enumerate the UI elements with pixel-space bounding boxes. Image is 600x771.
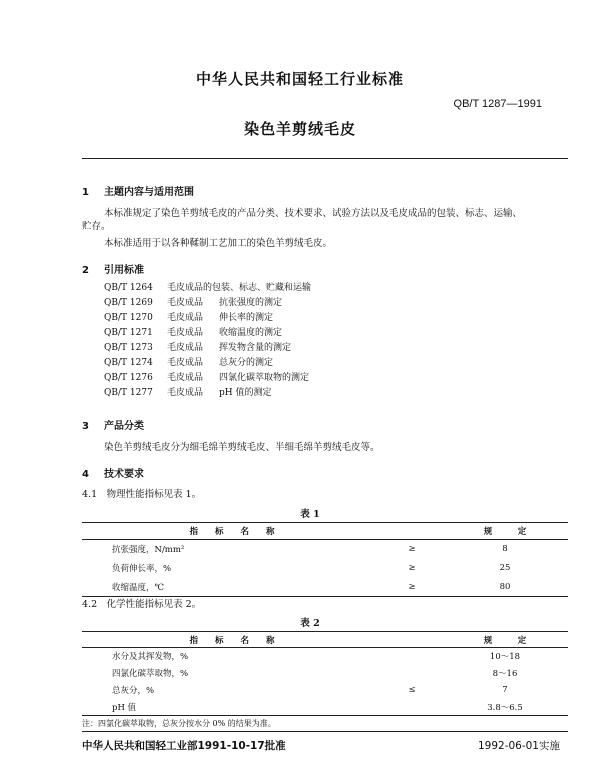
reference-code: QB/T 1269 bbox=[104, 298, 153, 308]
table-row bbox=[82, 682, 568, 699]
row-value: 80 bbox=[499, 581, 511, 592]
reference-item bbox=[104, 356, 564, 371]
subsection-4-1: 4.1 物理性能指标见表 1。 bbox=[82, 489, 202, 500]
reference-item bbox=[104, 326, 564, 341]
row-operator: ≥ bbox=[408, 544, 416, 555]
reference-category: 毛皮成品 bbox=[167, 388, 204, 398]
table-header-name: 指 标 名 称 bbox=[82, 523, 382, 540]
table-row bbox=[82, 699, 568, 716]
reference-title: 挥发物含量的测定 bbox=[219, 343, 292, 353]
row-value: 25 bbox=[499, 563, 511, 573]
table-row bbox=[82, 540, 568, 559]
row-value: 8～16 bbox=[492, 669, 518, 679]
row-value: 8 bbox=[502, 544, 508, 555]
row-value: 10～18 bbox=[489, 652, 521, 663]
section-3-para: 染色羊剪绒毛皮分为细毛绵羊剪绒毛皮、半细毛绵羊剪绒毛皮等。 bbox=[104, 442, 380, 453]
section-number: 2 bbox=[82, 265, 89, 276]
reference-category: 毛皮成品 bbox=[167, 373, 204, 383]
section-1-heading bbox=[82, 183, 194, 198]
row-name: 四氯化碳萃取物，% bbox=[112, 669, 189, 679]
row-operator: ≤ bbox=[408, 685, 416, 695]
table-row bbox=[82, 559, 568, 578]
row-name: pH 值 bbox=[112, 702, 137, 713]
standard-code: QB/T 1287—1991 bbox=[453, 98, 542, 110]
table-row bbox=[82, 648, 568, 665]
approval-line: 中华人民共和国轻工业部1991-10-17批准 bbox=[82, 740, 286, 752]
reference-code: QB/T 1274 bbox=[104, 358, 153, 368]
section-1-para-2: 本标准适用于以各种鞣制工艺加工的染色羊剪绒毛皮。 bbox=[104, 238, 333, 249]
section-number: 4 bbox=[82, 469, 89, 480]
reference-category: 毛皮成品的包装、标志、贮藏和运输 bbox=[167, 283, 312, 293]
section-number: 1 bbox=[82, 187, 89, 198]
section-title: 引用标准 bbox=[104, 265, 144, 276]
reference-list bbox=[104, 281, 564, 401]
row-name: 水分及其挥发物，% bbox=[112, 652, 189, 663]
reference-code: QB/T 1264 bbox=[104, 283, 153, 293]
table-row bbox=[82, 665, 568, 682]
table-row bbox=[82, 578, 568, 597]
row-operator: ≥ bbox=[408, 563, 416, 573]
reference-category: 毛皮成品 bbox=[167, 298, 204, 308]
reference-category: 毛皮成品 bbox=[167, 343, 204, 353]
table-1-caption: 表 1 bbox=[300, 509, 320, 520]
section-4-heading bbox=[82, 465, 144, 480]
reference-item bbox=[104, 311, 564, 326]
reference-code: QB/T 1273 bbox=[104, 343, 153, 353]
section-1-para-1: 本标准规定了染色羊剪绒毛皮的产品分类、技术要求、试验方法以及毛皮成品的包装、标志、运输、 bbox=[104, 208, 523, 219]
header-divider bbox=[82, 158, 568, 159]
table-2-caption: 表 2 bbox=[300, 618, 320, 629]
section-title: 技术要求 bbox=[104, 469, 144, 480]
effective-date: 1992-06-01实施 bbox=[477, 740, 560, 752]
row-operator: ≥ bbox=[408, 581, 416, 592]
reference-title: 收缩温度的测定 bbox=[219, 328, 283, 338]
reference-item bbox=[104, 296, 564, 311]
reference-item bbox=[104, 386, 564, 401]
row-operator bbox=[382, 665, 442, 682]
row-value: 7 bbox=[502, 685, 508, 695]
reference-title: 四氯化碳萃取物的测定 bbox=[219, 373, 310, 383]
reference-title: 抗张强度的测定 bbox=[219, 298, 283, 308]
reference-item bbox=[104, 371, 564, 386]
table-header-value: 规 定 bbox=[442, 632, 568, 648]
table-1 bbox=[82, 522, 568, 597]
table-header-op bbox=[382, 523, 442, 540]
footer-divider bbox=[82, 731, 568, 732]
section-title: 主题内容与适用范围 bbox=[104, 187, 194, 198]
reference-item bbox=[104, 341, 564, 356]
row-name: 负荷伸长率，% bbox=[112, 564, 172, 574]
table-header-name: 指 标 名 称 bbox=[82, 632, 382, 648]
section-title: 产品分类 bbox=[104, 421, 144, 432]
section-1-para-1-cont: 贮存。 bbox=[82, 221, 111, 232]
table-note: 注：四氯化碳萃取物，总灰分按水分 0% 的结果为准。 bbox=[82, 719, 276, 728]
table-header-value: 规 定 bbox=[442, 523, 568, 540]
reference-title: 总灰分的测定 bbox=[219, 358, 274, 368]
section-number: 3 bbox=[82, 421, 89, 432]
subsection-4-2: 4.2 化学性能指标见表 2。 bbox=[82, 599, 202, 610]
reference-item bbox=[104, 281, 564, 296]
reference-code: QB/T 1271 bbox=[104, 328, 153, 338]
reference-category: 毛皮成品 bbox=[167, 313, 204, 323]
section-3-heading bbox=[82, 417, 144, 432]
row-operator bbox=[382, 699, 442, 716]
section-2-heading bbox=[82, 261, 144, 276]
reference-category: 毛皮成品 bbox=[167, 358, 204, 368]
reference-category: 毛皮成品 bbox=[167, 328, 204, 338]
row-name: 收缩温度，℃ bbox=[112, 582, 165, 593]
table-header-op bbox=[382, 632, 442, 648]
row-operator bbox=[382, 648, 442, 665]
reference-code: QB/T 1276 bbox=[104, 373, 153, 383]
reference-title: pH 值的测定 bbox=[219, 388, 272, 398]
reference-title: 伸长率的测定 bbox=[219, 313, 274, 323]
industry-standard-title: 中华人民共和国轻工行业标准 bbox=[195, 70, 404, 88]
reference-code: QB/T 1277 bbox=[104, 388, 153, 398]
row-name: 总灰分，% bbox=[112, 686, 155, 696]
row-value: 3.8～6.5 bbox=[487, 702, 523, 713]
row-name: 抗张强度，N/mm² bbox=[112, 545, 185, 556]
table-2 bbox=[82, 631, 568, 716]
document-title: 染色羊剪绒毛皮 bbox=[243, 120, 356, 138]
reference-code: QB/T 1270 bbox=[104, 313, 153, 323]
